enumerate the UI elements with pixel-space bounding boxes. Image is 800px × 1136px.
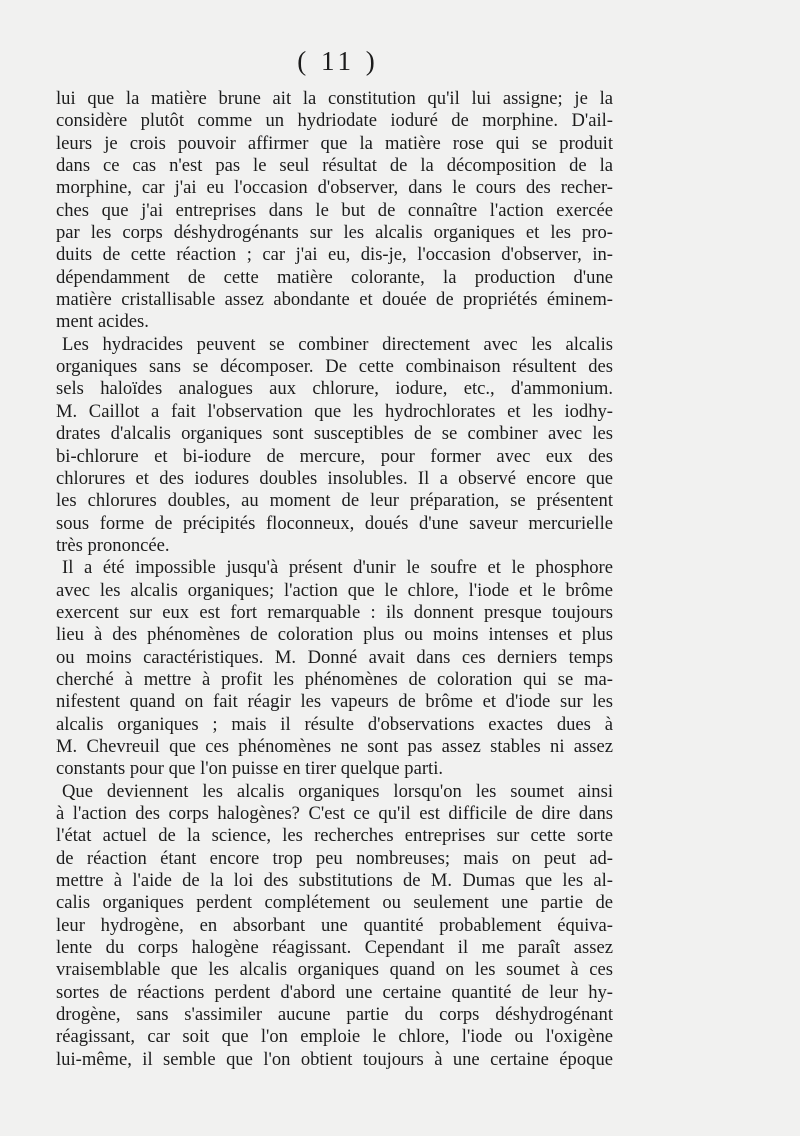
paragraph	[56, 781, 613, 1071]
text-line: cherché à mettre à profit les phénomènes de coloration qui se ma-	[56, 668, 613, 690]
text-line: très prononcée.	[56, 534, 170, 556]
text-line: vraisemblable que les alcalis organiques quand on les soumet à ces	[56, 959, 613, 981]
text-line: sous forme de précipités floconneux, doués d'une saveur mercurielle	[56, 512, 613, 534]
text-line: constants pour que l'on puisse en tirer quelque parti.	[56, 758, 444, 780]
text-line: M. Chevreuil que ces phénomènes ne sont pas assez stables ni assez	[56, 735, 613, 757]
text-line: les chlorures doubles, au moment de leur préparation, se présentent	[56, 490, 613, 512]
text-line: sels haloïdes analogues aux chlorure, iodure, etc., d'ammonium.	[56, 378, 613, 400]
text-line: leurs je crois pouvoir affirmer que la matière rose qui se produit	[56, 132, 613, 154]
text-line: de réaction étant encore trop peu nombreuses; mais on peut ad-	[56, 847, 613, 869]
text-line: lui-même, il semble que l'on obtient toujours à une certaine époque	[56, 1048, 613, 1070]
text-line: avec les alcalis organiques; l'action que le chlore, l'iode et le brôme	[56, 579, 613, 601]
text-line: matière cristallisable assez abondante et douée de propriétés éminem-	[56, 289, 613, 311]
text-line: considère plutôt comme un hydriodate ioduré de morphine. D'ail-	[56, 110, 613, 132]
text-line: exercent sur eux est fort remarquable : ils donnent presque toujours	[56, 601, 613, 623]
text-line: Il a été impossible jusqu'à présent d'unir le soufre et le phosphore	[62, 557, 613, 579]
text-line: duits de cette réaction ; car j'ai eu, dis-je, l'occasion d'observer, in-	[56, 244, 613, 266]
page-number: ( 11 )	[297, 46, 379, 76]
text-line: bi-chlorure et bi-iodure de mercure, pour former avec eux des	[56, 445, 613, 467]
text-line: morphine, car j'ai eu l'occasion d'observer, dans le cours des recher-	[56, 177, 613, 199]
text-line: M. Caillot a fait l'observation que les hydrochlorates et les iodhy-	[56, 400, 613, 422]
text-line: drogène, sans s'assimiler aucune partie du corps déshydrogénant	[56, 1004, 613, 1026]
text-line: organiques sans se décomposer. De cette combinaison résultent des	[56, 356, 613, 378]
text-line: nifestent quand on fait réagir les vapeurs de brôme et d'iode sur les	[56, 691, 613, 713]
text-line: réagissant, car soit que l'on emploie le chlore, l'iode ou l'oxigène	[56, 1026, 613, 1048]
paragraph	[56, 557, 613, 780]
text-line: dans ce cas n'est pas le seul résultat de la décomposition de la	[56, 155, 613, 177]
text-line: Les hydracides peuvent se combiner directement avec les alcalis	[62, 333, 613, 355]
text-line: ches que j'ai entreprises dans le but de connaître l'action exercée	[56, 199, 613, 221]
paragraph	[56, 88, 613, 334]
text-line: leur hydrogène, en absorbant une quantité probablement équiva-	[56, 914, 613, 936]
text-line: à l'action des corps halogènes? C'est ce qu'il est difficile de dire dans	[56, 803, 613, 824]
text-line: lente du corps halogène réagissant. Cependant il me paraît assez	[56, 937, 613, 959]
text-line: lui que la matière brune ait la constitution qu'il lui assigne; je la	[56, 88, 613, 109]
text-line: sortes de réactions perdent d'abord une certaine quantité de leur hy-	[56, 981, 613, 1003]
text-line: lieu à des phénomènes de coloration plus ou moins intenses et plus	[56, 624, 613, 646]
text-line: mettre à l'aide de la loi des substitutions de M. Dumas que les al-	[56, 870, 613, 892]
text-line: l'état actuel de la science, les recherches entreprises sur cette sorte	[56, 825, 613, 847]
text-line: drates d'alcalis organiques sont susceptibles de se combiner avec les	[56, 423, 613, 445]
text-line: calis organiques perdent complétement ou seulement une partie de	[56, 892, 613, 914]
text-line: ou moins caractéristiques. M. Donné avait dans ces derniers temps	[56, 646, 613, 668]
paragraph	[56, 334, 613, 557]
text-line: chlorures et des iodures doubles insolubles. Il a observé encore que	[56, 467, 613, 489]
text-line: par les corps déshydrogénants sur les alcalis organiques et les pro-	[56, 222, 613, 244]
text-line: alcalis organiques ; mais il résulte d'observations exactes dues à	[56, 713, 613, 735]
text-line: dépendamment de cette matière colorante, la production d'une	[56, 266, 613, 288]
text-line: ment acides.	[56, 311, 149, 333]
body-text	[56, 88, 613, 1071]
text-line: Que deviennent les alcalis organiques lorsqu'on les soumet ainsi	[62, 780, 613, 802]
